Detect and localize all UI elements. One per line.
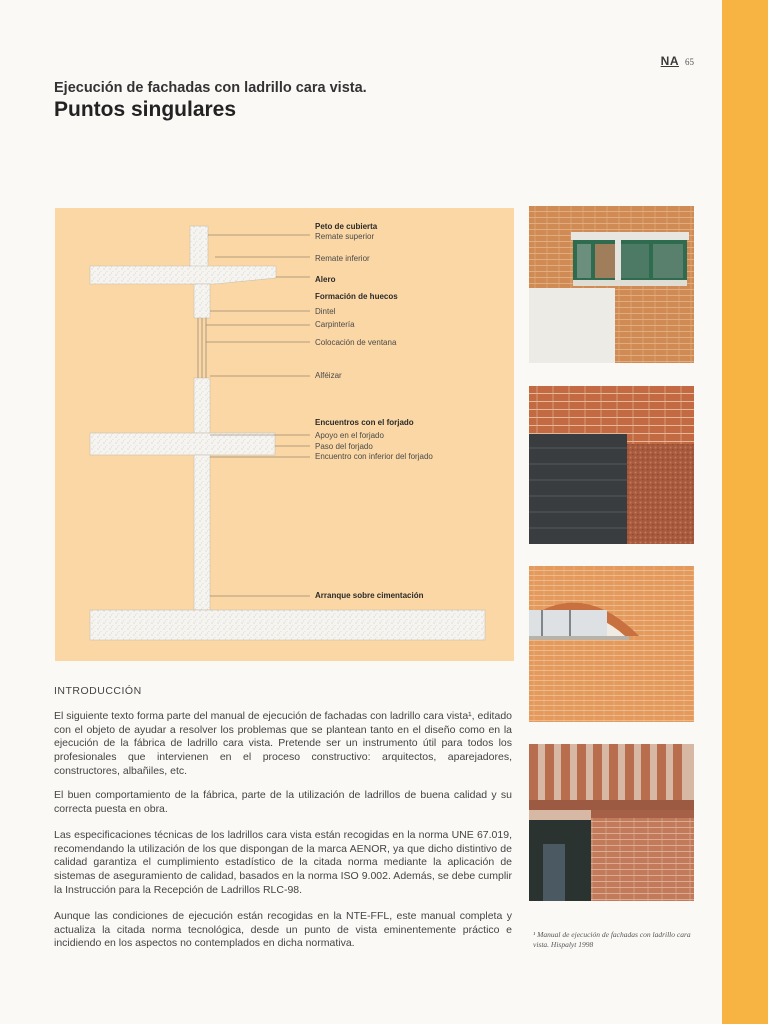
diagram-label: Alféizar [315, 371, 342, 380]
body-paragraph: Las especificaciones técnicas de los ladrillos cara vista están recogidas en la norma UNE 67.019, recomendando la utilización de los que dispongan de la marca AENOR, ya que dicho distintivo de calidad garantiza el cumplimiento estadístico de la citada norma mediante la aplicación de sistemas de aseguramiento de calidad, basados en la norma ISO 9.002. Además, se debe cumplir la Instrucción para la Recepción de Ladrillos RLC-98. [54, 829, 512, 896]
section-title: INTRODUCCIÓN [54, 685, 142, 697]
page-number-value: 65 [685, 57, 694, 67]
photo-pergola-pier [529, 744, 694, 901]
accent-side-band [722, 0, 768, 1024]
diagram-label: Encuentro con inferior del forjado [315, 452, 433, 461]
diagram-label: Dintel [315, 307, 336, 316]
diagram-label: Formación de huecos [315, 292, 398, 301]
page-title: Puntos singulares [54, 98, 237, 121]
diagram-label: Colocación de ventana [315, 338, 397, 347]
page-subtitle: Ejecución de fachadas con ladrillo cara vista. [54, 80, 367, 96]
diagram-label: Remate superior [315, 232, 375, 241]
page-number [661, 54, 694, 68]
photo-facade-window [529, 206, 694, 363]
diagram-label: Peto de cubierta [315, 222, 378, 231]
diagram-label: Apoyo en el forjado [315, 431, 384, 440]
wall-section-diagram [55, 208, 514, 661]
body-paragraph: Aunque las condiciones de ejecución están recogidas en la NTE-FFL, este manual completa y actualiza la citada norma tecnológica, desde un punto de vista eminentemente práctico e incidiendo en los aspectos no contemplados en dicha normativa. [54, 910, 512, 950]
body-paragraph: El buen comportamiento de la fábrica, parte de la utilización de ladrillos de buena calidad y su correcta puesta en obra. [54, 789, 512, 815]
photo-brick-panel [529, 386, 694, 544]
diagram-label: Paso del forjado [315, 442, 373, 451]
diagram-label: Arranque sobre cimentación [315, 591, 424, 600]
photo-arch-window [529, 566, 694, 722]
wall-section-drawing [55, 208, 514, 661]
diagram-label: Remate inferior [315, 254, 370, 263]
diagram-label: Carpintería [315, 320, 355, 329]
footnote: ¹ Manual de ejecución de fachadas con ladrillo cara vista. Hispalyt 1998 [533, 930, 691, 949]
diagram-label: Encuentros con el forjado [315, 418, 414, 427]
body-paragraph: El siguiente texto forma parte del manual de ejecución de fachadas con ladrillo cara vista¹, editado con el objeto de ayudar a resolver los problemas que se plantean tanto en el diseño como en la ejecución de la fábrica de ladrillo cara vista. Pretende ser un instrumento útil para todos los profesionales que intervienen en el proceso constructivo: arquitectos, aparejadores, constructores, albañiles, etc. [54, 710, 512, 777]
series-label: NA [660, 54, 679, 68]
diagram-label: Alero [315, 275, 336, 284]
